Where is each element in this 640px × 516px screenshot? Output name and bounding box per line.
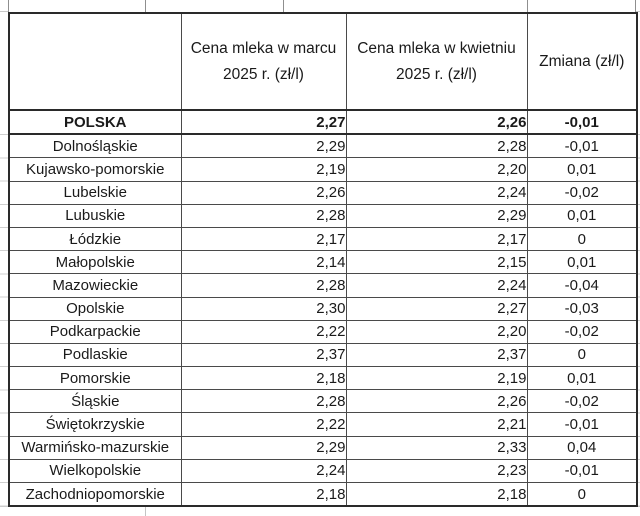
region-cell: Warmińsko-mazurskie [9, 436, 181, 459]
change-cell: 0,01 [527, 158, 637, 181]
april-price-cell: 2,37 [346, 343, 527, 366]
region-cell: Podkarpackie [9, 320, 181, 343]
march-price-cell: 2,29 [181, 134, 346, 158]
april-price-cell: 2,28 [346, 134, 527, 158]
table-row-total [9, 110, 637, 134]
gridline-stub [145, 507, 146, 516]
table-row [9, 483, 637, 507]
change-cell: -0,02 [527, 390, 637, 413]
region-cell: Świętokrzyskie [9, 413, 181, 436]
april-price-cell: 2,18 [346, 483, 527, 507]
region-cell: Łódzkie [9, 227, 181, 250]
table-row [9, 436, 637, 459]
table-row [9, 367, 637, 390]
change-cell: 0,01 [527, 367, 637, 390]
table-row [9, 320, 637, 343]
change-cell: -0,03 [527, 297, 637, 320]
region-cell: Dolnośląskie [9, 134, 181, 158]
region-cell: Opolskie [9, 297, 181, 320]
table-body [9, 110, 637, 506]
header-april-price [346, 13, 527, 110]
region-cell: Podlaskie [9, 343, 181, 366]
april-price-cell: 2,26 [346, 390, 527, 413]
milk-price-table [8, 12, 638, 507]
region-cell: Kujawsko-pomorskie [9, 158, 181, 181]
change-cell: 0,01 [527, 251, 637, 274]
march-price-cell: 2,28 [181, 390, 346, 413]
change-cell: 0,01 [527, 204, 637, 227]
header-region-empty [9, 13, 181, 110]
region-cell: POLSKA [9, 110, 181, 134]
region-cell: Lubuskie [9, 204, 181, 227]
april-price-cell: 2,24 [346, 181, 527, 204]
header-april-line1: Cena mleka w kwietniu [357, 40, 516, 58]
april-price-cell: 2,27 [346, 297, 527, 320]
table-row [9, 413, 637, 436]
header-row [9, 13, 637, 110]
april-price-cell: 2,15 [346, 251, 527, 274]
table-row [9, 158, 637, 181]
table-row [9, 297, 637, 320]
gridline-ticks [0, 112, 8, 507]
change-cell: 0 [527, 483, 637, 507]
april-price-cell: 2,29 [346, 204, 527, 227]
table-row [9, 390, 637, 413]
april-price-cell: 2,20 [346, 320, 527, 343]
header-april-line2: 2025 r. (zł/l) [396, 65, 477, 83]
march-price-cell: 2,24 [181, 459, 346, 482]
table-row [9, 181, 637, 204]
gridline-stub [8, 0, 9, 12]
change-cell: -0,02 [527, 320, 637, 343]
change-cell: -0,02 [527, 181, 637, 204]
gridline-stub [527, 0, 528, 12]
gridline-stub [145, 0, 146, 12]
april-price-cell: 2,33 [346, 436, 527, 459]
change-cell: -0,01 [527, 134, 637, 158]
march-price-cell: 2,22 [181, 413, 346, 436]
april-price-cell: 2,20 [346, 158, 527, 181]
march-price-cell: 2,26 [181, 181, 346, 204]
april-price-cell: 2,26 [346, 110, 527, 134]
change-cell: -0,01 [527, 110, 637, 134]
april-price-cell: 2,23 [346, 459, 527, 482]
april-price-cell: 2,17 [346, 227, 527, 250]
region-cell: Śląskie [9, 390, 181, 413]
table-row [9, 459, 637, 482]
march-price-cell: 2,14 [181, 251, 346, 274]
table-row [9, 227, 637, 250]
gridline-stub [0, 11, 8, 12]
table-row [9, 204, 637, 227]
table-row [9, 251, 637, 274]
change-cell: -0,01 [527, 459, 637, 482]
header-march-price [181, 13, 346, 110]
april-price-cell: 2,19 [346, 367, 527, 390]
march-price-cell: 2,28 [181, 204, 346, 227]
region-cell: Lubelskie [9, 181, 181, 204]
march-price-cell: 2,17 [181, 227, 346, 250]
header-march-line1: Cena mleka w marcu [190, 40, 337, 58]
change-cell: -0,01 [527, 413, 637, 436]
region-cell: Pomorskie [9, 367, 181, 390]
header-march-line2: 2025 r. (zł/l) [223, 65, 304, 83]
change-cell: -0,04 [527, 274, 637, 297]
march-price-cell: 2,27 [181, 110, 346, 134]
region-cell: Wielkopolskie [9, 459, 181, 482]
march-price-cell: 2,19 [181, 158, 346, 181]
april-price-cell: 2,24 [346, 274, 527, 297]
april-price-cell: 2,21 [346, 413, 527, 436]
table-row [9, 134, 637, 158]
change-cell: 0 [527, 227, 637, 250]
march-price-cell: 2,28 [181, 274, 346, 297]
march-price-cell: 2,22 [181, 320, 346, 343]
change-cell: 0,04 [527, 436, 637, 459]
region-cell: Małopolskie [9, 251, 181, 274]
march-price-cell: 2,30 [181, 297, 346, 320]
march-price-cell: 2,37 [181, 343, 346, 366]
header-change [527, 13, 637, 110]
header-change-label: Zmiana (zł/l) [539, 52, 625, 70]
gridline-stub [283, 0, 284, 12]
region-cell: Mazowieckie [9, 274, 181, 297]
table-row [9, 343, 637, 366]
change-cell: 0 [527, 343, 637, 366]
region-cell: Zachodniopomorskie [9, 483, 181, 507]
march-price-cell: 2,29 [181, 436, 346, 459]
march-price-cell: 2,18 [181, 483, 346, 507]
table-row [9, 274, 637, 297]
march-price-cell: 2,18 [181, 367, 346, 390]
